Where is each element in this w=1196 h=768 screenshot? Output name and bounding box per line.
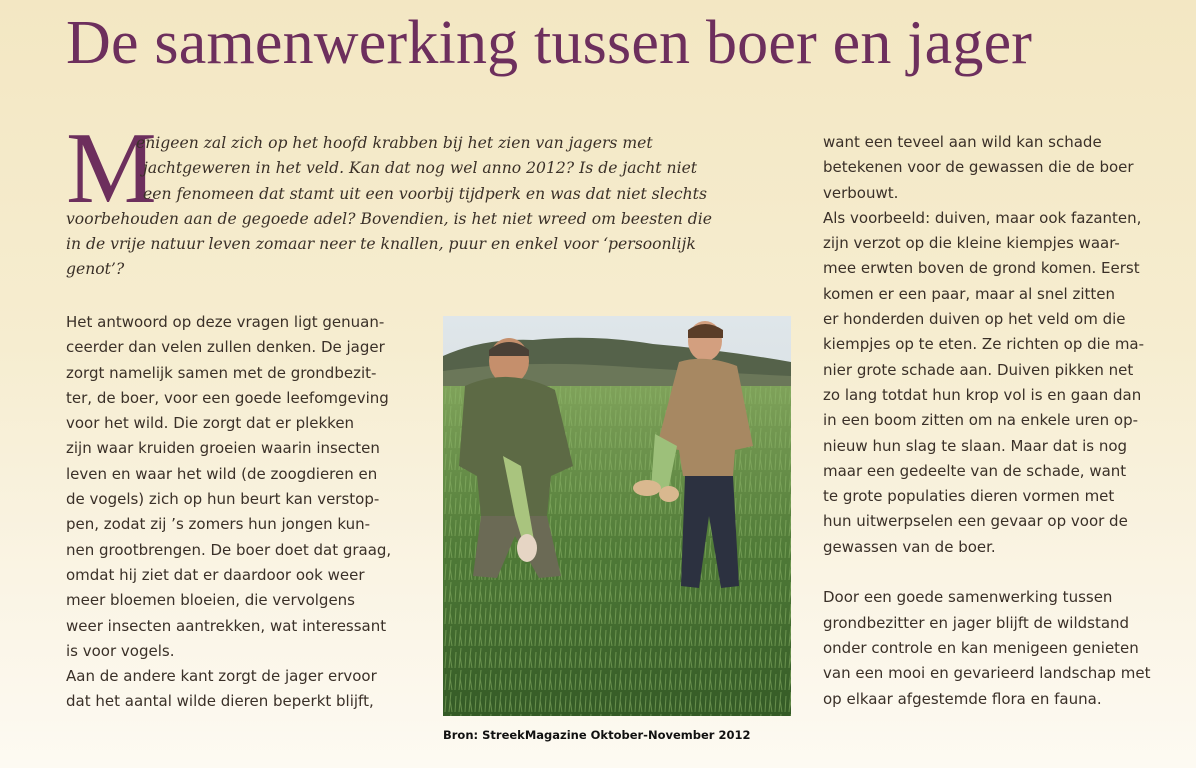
intro-line: een fenomeen dat stamt uit een voorbij tijdperk en was dat niet slechts bbox=[143, 184, 707, 203]
body-line: verbouwt. bbox=[823, 183, 899, 202]
body-line: want een teveel aan wild kan schade bbox=[823, 133, 1102, 151]
body-line: onder controle en kan menigeen genieten bbox=[823, 638, 1139, 657]
body-line: in een boom zitten om na enkele uren op- bbox=[823, 411, 1138, 430]
body-line: dat het aantal wilde dieren beperkt blijft, bbox=[66, 692, 374, 711]
body-line: zijn waar kruiden groeien waarin insecten bbox=[66, 439, 380, 458]
body-line: komen er een paar, maar al snel zitten bbox=[823, 284, 1116, 303]
body-line: Het antwoord op deze vragen ligt genuan- bbox=[66, 313, 385, 331]
body-line: nieuw hun slag te slaan. Maar dat is nog bbox=[823, 436, 1128, 455]
intro-line: jachtgeweren in het veld. Kan dat nog wel anno 2012? Is de jacht niet bbox=[143, 159, 698, 178]
drop-cap: M bbox=[66, 112, 157, 225]
body-line: Als voorbeeld: duiven, maar ook fazanten, bbox=[823, 208, 1142, 227]
body-line: ceerder dan velen zullen denken. De jager bbox=[66, 338, 385, 357]
body-line: mee erwten boven de grond komen. Eerst bbox=[823, 259, 1140, 278]
body-line: leven en waar het wild (de zoogdieren en bbox=[66, 464, 378, 483]
photo-caption: Bron: StreekMagazine Oktober-November 2012 bbox=[443, 728, 751, 742]
body-line: pen, zodat zij ’s zomers hun jongen kun- bbox=[66, 515, 370, 534]
body-line: betekenen voor de gewassen die de boer bbox=[823, 158, 1134, 177]
body-line: meer bloemen bloeien, die vervolgens bbox=[66, 591, 355, 610]
body-line: zo lang totdat hun krop vol is en gaan dan bbox=[823, 385, 1142, 404]
body-line: Aan de andere kant zorgt de jager ervoor bbox=[66, 667, 377, 686]
farmer-and-hunter-photo bbox=[443, 316, 791, 716]
left-column bbox=[66, 310, 416, 715]
body-line: maar een gedeelte van de schade, want bbox=[823, 461, 1127, 480]
intro-line: genot’? bbox=[66, 260, 125, 279]
intro-line: voorbehouden aan de gegoede adel? Bovendien, is het niet wreed om beesten die bbox=[66, 209, 712, 228]
intro-paragraph bbox=[66, 131, 806, 283]
body-line: nen grootbrengen. De boer doet dat graag, bbox=[66, 540, 392, 559]
body-line: de vogels) zich op hun beurt kan verstop- bbox=[66, 490, 380, 509]
body-line: weer insecten aantrekken, wat interessant bbox=[66, 616, 387, 635]
body-line: gewassen van de boer. bbox=[823, 537, 996, 556]
body-line: er honderden duiven op het veld om die bbox=[823, 310, 1126, 329]
article-title: De samenwerking tussen boer en jager bbox=[66, 9, 1033, 77]
right-column bbox=[823, 130, 1173, 712]
paragraph-gap bbox=[823, 560, 1173, 585]
body-line: ter, de boer, voor een goede leefomgeving bbox=[66, 388, 389, 407]
article-photo bbox=[443, 316, 791, 716]
body-line: nier grote schade aan. Duiven pikken net bbox=[823, 360, 1134, 379]
body-line: is voor vogels. bbox=[66, 641, 175, 660]
body-line: kiempjes op te eten. Ze richten op die ma- bbox=[823, 335, 1145, 354]
body-line: omdat hij ziet dat er daardoor ook weer bbox=[66, 565, 365, 584]
body-line: grondbezitter en jager blijft de wildstand bbox=[823, 613, 1130, 632]
body-line: voor het wild. Die zorgt dat er plekken bbox=[66, 414, 355, 433]
body-line: van een mooi en gevarieerd landschap met bbox=[823, 664, 1151, 683]
intro-line: enigeen zal zich op het hoofd krabben bij het zien van jagers met bbox=[136, 134, 653, 152]
body-line: te grote populaties dieren vormen met bbox=[823, 487, 1115, 506]
intro-line: in de vrije natuur leven zomaar neer te knallen, puur en enkel voor ‘persoonlijk bbox=[66, 235, 696, 254]
body-line: op elkaar afgestemde flora en fauna. bbox=[823, 689, 1102, 708]
body-line: zorgt namelijk samen met de grondbezit- bbox=[66, 363, 377, 382]
body-line: Door een goede samenwerking tussen bbox=[823, 588, 1113, 607]
body-line: hun uitwerpselen een gevaar op voor de bbox=[823, 512, 1128, 531]
body-line: zijn verzot op die kleine kiempjes waar- bbox=[823, 234, 1120, 253]
